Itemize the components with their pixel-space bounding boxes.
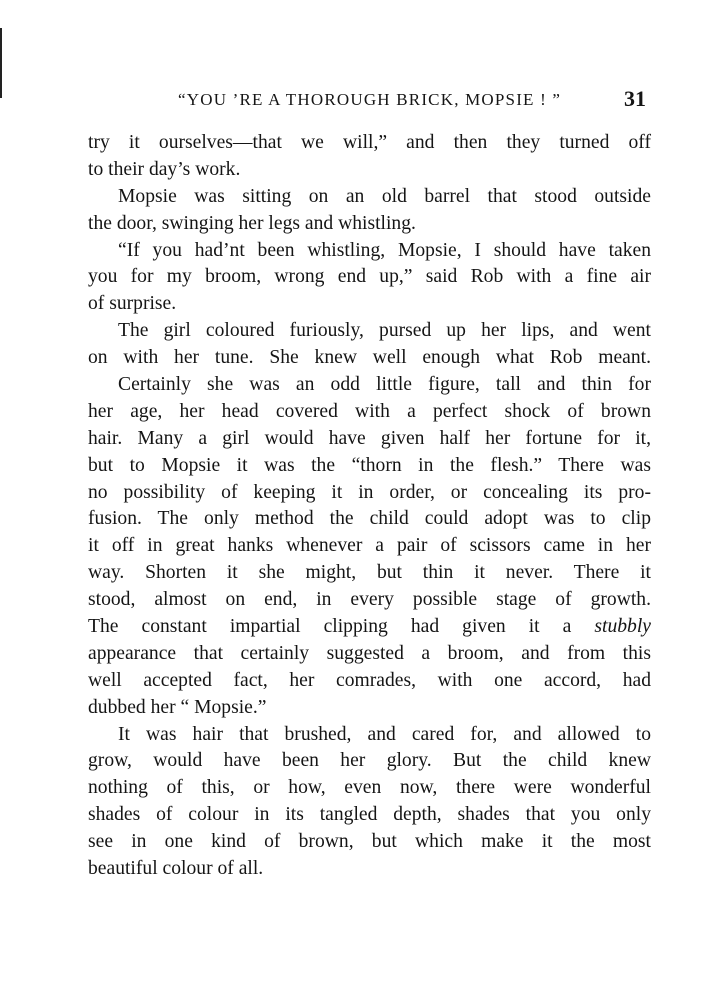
text-line: to their day’s work. xyxy=(88,158,241,180)
text-line: “If you had’nt been whistling, Mopsie, I should have taken xyxy=(118,239,651,261)
text-line: well accepted fact, her comrades, with one accord, had xyxy=(88,669,651,691)
text-line: Certainly she was an odd little figure, tall and thin for xyxy=(118,374,651,396)
text-line: try it ourselves—that we will,” and then they turned off xyxy=(88,132,651,153)
page-header xyxy=(160,86,646,116)
text-line: stood, almost on end, in every possible stage of growth. xyxy=(88,589,651,611)
text-line: The girl coloured furiously, pursed up her lips, and went xyxy=(118,320,651,342)
text-line: dubbed her “ Mopsie.” xyxy=(88,696,267,718)
text-line: the door, swinging her legs and whistling. xyxy=(88,212,416,234)
text-line: hair. Many a girl would have given half her fortune for it, xyxy=(88,427,651,449)
text-line: no possibility of keeping it in order, or concealing its pro- xyxy=(88,481,651,503)
text-line: but to Mopsie it was the “thorn in the flesh.” There was xyxy=(88,454,651,476)
text-span: The constant impartial clipping had given it a xyxy=(88,616,572,638)
text-line: see in one kind of brown, but which make it the most xyxy=(88,831,651,853)
text-line: beautiful colour of all. xyxy=(88,858,264,880)
text-line: on with her tune. She knew well enough what Rob meant. xyxy=(88,347,651,369)
text-line: you for my broom, wrong end up,” said Rob with a fine air xyxy=(88,266,651,288)
text-line: shades of colour in its tangled depth, shades that you only xyxy=(88,804,651,826)
text-line: way. Shorten it she might, but thin it never. There it xyxy=(88,562,651,584)
text-line: fusion. The only method the child could adopt was to clip xyxy=(88,508,651,530)
text-line: It was hair that brushed, and cared for, and allowed to xyxy=(118,723,651,745)
text-line: nothing of this, or how, even now, there were wonderful xyxy=(88,777,651,799)
text-line: appearance that certainly suggested a broom, and from this xyxy=(88,642,651,664)
page-number: 31 xyxy=(624,86,646,111)
text-line: of surprise. xyxy=(88,293,177,315)
text-line: Mopsie was sitting on an old barrel that stood outside xyxy=(118,185,651,207)
italic-word: stubbly xyxy=(594,616,651,638)
text-line xyxy=(88,614,651,641)
text-line: her age, her head covered with a perfect shock of brown xyxy=(88,400,651,422)
text-line: it off in great hanks whenever a pair of scissors came in her xyxy=(88,535,651,557)
page-edge-mark xyxy=(0,28,2,98)
body-text xyxy=(88,130,651,883)
text-line: grow, would have been her glory. But the child knew xyxy=(88,750,651,772)
running-title: “YOU ’RE A THOROUGH BRICK, MOPSIE ! ” xyxy=(178,90,562,109)
